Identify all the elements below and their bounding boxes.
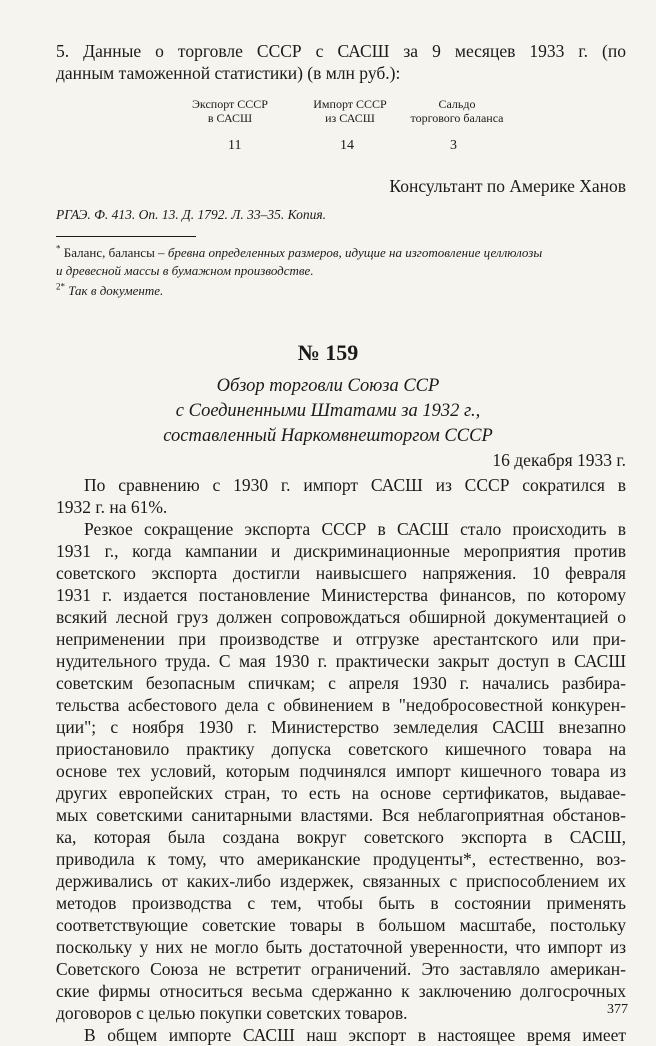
body-line: ции"; с ноября 1930 г. Министерство земледелия САСШ внезапно — [56, 717, 626, 737]
footnote-1-term: Баланс, балансы – — [60, 245, 168, 260]
item-5-line-2: данным таможенной статистики) (в млн руб.): — [56, 63, 401, 83]
body-line: соответствующие советские товары в большом масштабе, постольку — [56, 915, 626, 935]
body-line: нудительного труда. С мая 1930 г. практически закрыт доступ в САСШ — [56, 651, 626, 671]
body-line: поскольку у них не могло быть достаточной уверенности, что импорт из — [56, 937, 626, 957]
table-header-balance — [402, 97, 512, 125]
archive-reference: РГАЭ. Ф. 413. Оп. 13. Д. 1792. Л. 33–35. Копия. — [56, 207, 327, 222]
body-line: По сравнению с 1930 г. импорт САСШ из СССР сократился в — [84, 475, 626, 495]
table-value-balance: 3 — [450, 138, 457, 153]
table-header-text: Экспорт СССР — [192, 97, 268, 111]
table-header-text: из САСШ — [325, 111, 375, 125]
body-line: всякий лесной груз должен сопровождаться обширной документацией о — [56, 607, 626, 627]
footnote-1-continued: и древесной массы в бумажном производстве. — [56, 263, 314, 278]
body-line: договоров с целью покупки советских товаров. — [56, 1003, 408, 1023]
table-header-import — [300, 97, 400, 125]
table-header-text: Импорт СССР — [313, 97, 387, 111]
item-5-paragraph — [56, 40, 626, 84]
document-number: № 159 — [297, 340, 359, 365]
table-header-export — [180, 97, 280, 125]
footnote-1 — [56, 244, 626, 262]
body-line: других европейских стран, то есть на основе сертификатов, выдавае- — [56, 783, 626, 803]
body-line: неприменении при производстве и отгрузке арестантского или при- — [56, 629, 626, 649]
body-line: мых советскими санитарными властями. Вся неблагоприятная обстанов- — [56, 805, 626, 825]
body-line: Советского Союза не встретит ограничений. Это заставляло американ- — [56, 959, 626, 979]
body-line: 1931 г. издается постановление Министерства финансов, по которому — [56, 585, 626, 605]
document-title-line: Обзор торговли Союза ССР — [216, 376, 440, 396]
table-header-text: в САСШ — [207, 111, 253, 125]
body-line: ские фирмы относиться весьма сдержанно к заключению долгосрочных — [56, 981, 626, 1001]
table-header-text: Сальдо — [438, 97, 476, 111]
table-value-export: 11 — [228, 138, 242, 153]
footnotes — [56, 244, 626, 300]
document-title-line: составленный Наркомвнешторгом СССР — [163, 426, 493, 446]
body-line: приостановило практику допуска советского кишечного товара на — [56, 739, 626, 759]
table-header-text: торгового баланса — [410, 111, 504, 125]
item-5-line-1: 5. Данные о торговле СССР с САСШ за 9 месяцев 1933 г. (по — [56, 41, 626, 61]
footnote-1-mark: * — [56, 243, 61, 254]
document-title — [0, 374, 656, 449]
body-line: приводила к тому, что американские продуценты*, естественно, воз- — [56, 849, 626, 869]
body-line: 1932 г. на 61%. — [56, 497, 168, 517]
body-line: Резкое сокращение экспорта СССР в САСШ стало происходить в — [84, 519, 626, 539]
signature: Консультант по Америке Ханов — [389, 176, 626, 196]
document-title-line: с Соединенными Штатами за 1932 г., — [175, 401, 481, 421]
body-line: держивались от каких-либо издержек, связанных с приспособлением их — [56, 871, 626, 891]
footnote-2-text: Так в документе. — [65, 283, 164, 298]
footnote-divider — [56, 236, 196, 237]
footnote-2 — [56, 282, 626, 300]
body-line: основе тех условий, которым подчинялся импорт кишечного товара из — [56, 761, 626, 781]
body-line: методов производства с тем, чтобы быть в состоянии применять — [56, 893, 626, 913]
table-value-import: 14 — [340, 138, 354, 153]
body-line: 1931 г., когда кампании и дискриминационные мероприятия против — [56, 541, 626, 561]
body-line: советского экспорта достигли наивысшего напряжения. 10 февраля — [56, 563, 626, 583]
page-number: 377 — [607, 1002, 628, 1017]
body-line: ка, которая была создана вокруг советского экспорта в САСШ, — [56, 827, 626, 847]
footnote-1-text: бревна определенных размеров, идущие на изготовление целлюлозы — [167, 245, 543, 260]
footnote-2-mark: 2* — [56, 281, 65, 292]
document-date: 16 декабря 1933 г. — [492, 450, 626, 470]
body-line: советским безопасным спичкам; с апреля 1930 г. начались разбира- — [56, 673, 626, 693]
body-text — [56, 474, 626, 1046]
body-line: тельства асбестового дела с обвинением в "недобросовестной конкурен- — [56, 695, 626, 715]
body-line: В общем импорте САСШ наш экспорт в настоящее время имеет — [84, 1025, 626, 1045]
